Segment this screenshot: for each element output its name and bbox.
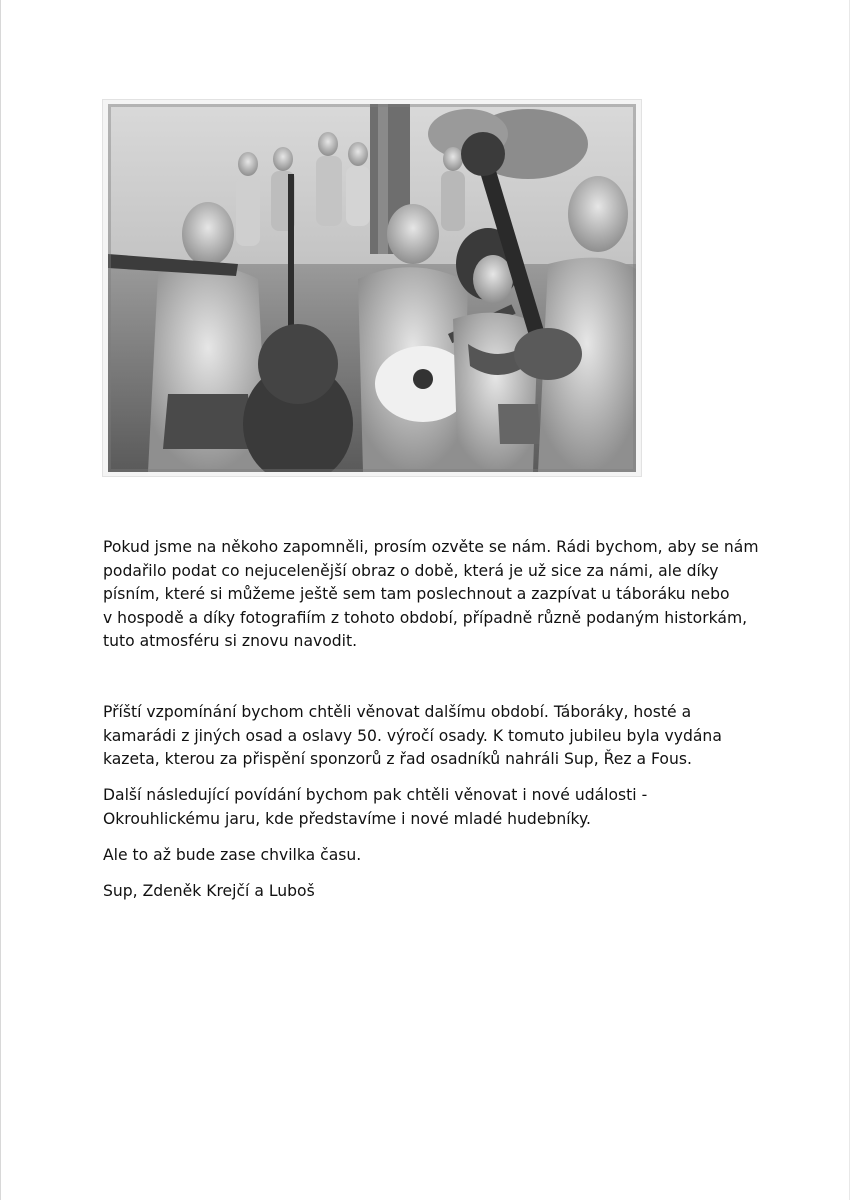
photo-icon: [108, 104, 636, 472]
intro-line-1: Pokud jsme na někoho zapomněli, prosím ozvěte se nám. Rádi bychom, aby se nám: [103, 538, 759, 556]
next-memories-line-3: kazeta, kterou za přispění sponzorů z řad osadníků nahráli Sup, Řez a Fous.: [103, 750, 692, 768]
photo-frame: [103, 100, 641, 476]
intro-line-3: písním, které si můžeme ještě sem tam poslechnout a zazpívat u táboráku nebo: [103, 585, 730, 603]
intro-line-5: tuto atmosféru si znovu navodit.: [103, 632, 358, 650]
signature: Sup, Zdeněk Krejčí a Luboš: [103, 882, 315, 900]
next-memories-line-2: kamarádi z jiných osad a oslavy 50. výročí osady. K tomuto jubileu byla vydána: [103, 726, 722, 745]
next-memories-line-1: Příští vzpomínání bychom chtěli věnovat dalšímu období. Táboráky, hosté a: [103, 703, 692, 721]
closing-line: Ale to až bude zase chvilka času.: [103, 846, 362, 864]
intro-paragraph: [103, 536, 763, 654]
further-story-paragraph: [103, 784, 763, 831]
closing-paragraph: [103, 844, 763, 868]
next-memories-paragraph: [103, 701, 763, 772]
page-left-edge: [0, 0, 1, 1200]
further-story-line-2: Okrouhlickému jaru, kde představíme i nové mladé hudebníky.: [103, 809, 591, 828]
signature-paragraph: [103, 880, 763, 904]
intro-line-2: podařilo podat co nejucelenější obraz o době, která je už sice za námi, ale díky: [103, 561, 719, 580]
further-story-line-1: Další následující povídání bychom pak chtěli věnovat i nové události -: [103, 786, 648, 804]
black-and-white-photo: [108, 104, 636, 472]
intro-line-4: v hospodě a díky fotografiím z tohoto období, případně různě podaným historkám,: [103, 608, 748, 627]
